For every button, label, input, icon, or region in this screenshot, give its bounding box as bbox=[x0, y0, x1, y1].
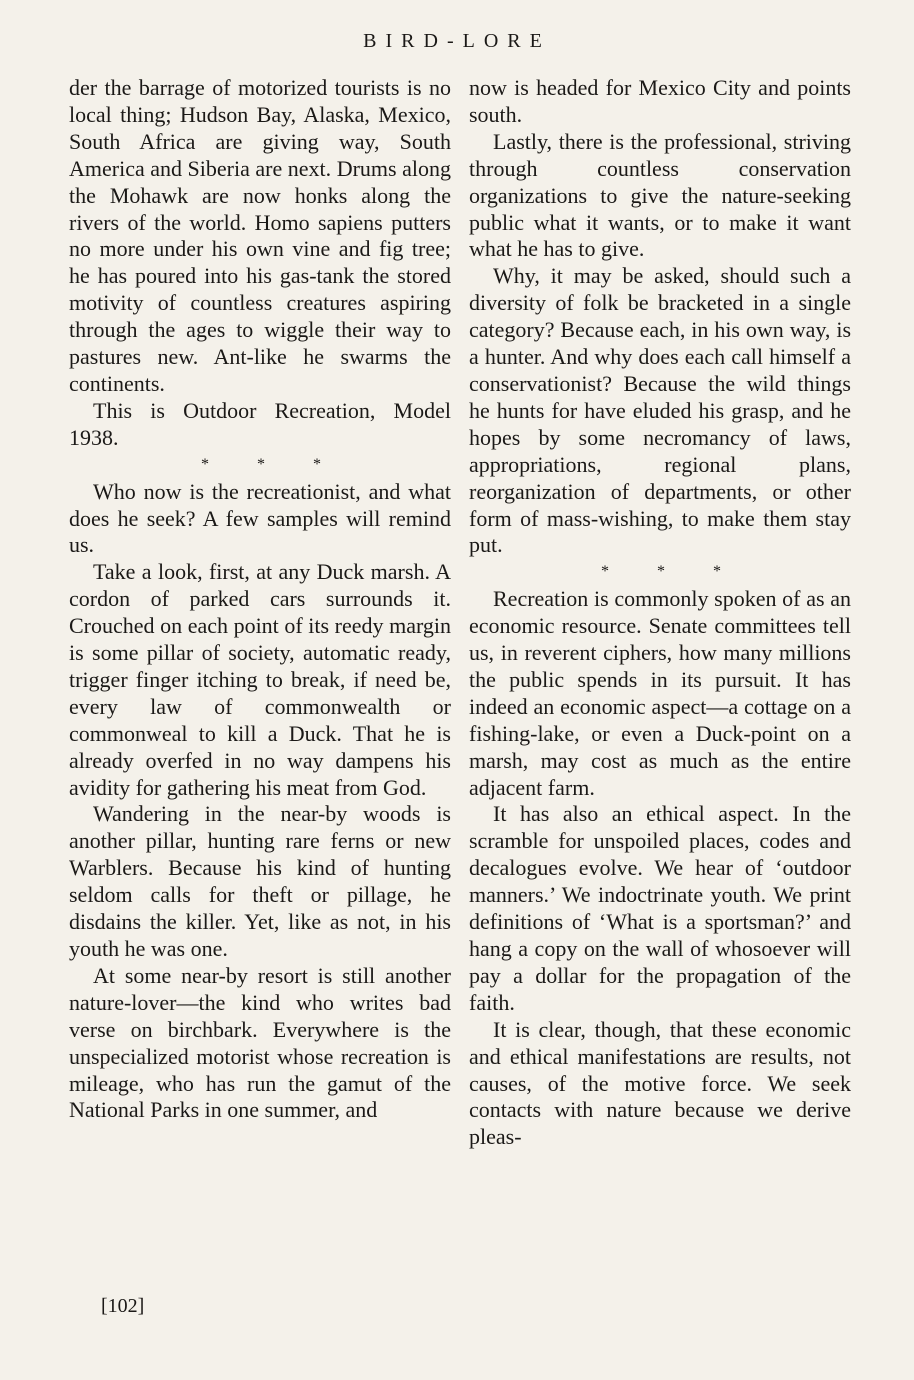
section-separator: * * * bbox=[601, 563, 743, 581]
page-number: [102] bbox=[101, 1295, 145, 1317]
left-column bbox=[69, 75, 451, 1124]
paragraph: Wandering in the near-by woods is another pillar, hunting rare ferns or new Warblers. Because his kind of hunting seldom calls for theft or pillage, he disdains the killer. Yet, like as not, in his youth he was one. bbox=[69, 801, 451, 961]
paragraph: Who now is the recreationist, and what does he seek? A few samples will remind us. bbox=[69, 478, 451, 558]
paragraph: der the barrage of motorized tourists is no local thing; Hudson Bay, Alaska, Mexico, South Africa are giving way, South America and Siberia are next. Drums along the Mohawk are now honks along the rivers of the world. Homo sapiens putters no more under his own vine and fig tree; he has poured into his gas-tank the stored motivity of countless creatures aspiring through the ages to wiggle their way to pastures new. Ant-like he swarms the continents. bbox=[69, 75, 451, 396]
paragraph: Take a look, first, at any Duck marsh. A cordon of parked cars surrounds it. Crouched on each point of its reedy margin is some pillar of society, automatic ready, trigger finger itching to break, if need be, every law of commonwealth or commonweal to kill a Duck. That he is already overfed in no way dampens his avidity for gathering his meat from God. bbox=[69, 559, 451, 800]
paragraph: It is clear, though, that these economic and ethical manifestations are results, not causes, of the motive force. We seek contacts with nature because we derive pleas- bbox=[469, 1016, 851, 1150]
paragraph: now is headed for Mexico City and points south. bbox=[469, 75, 851, 127]
section-separator: * * * bbox=[201, 455, 343, 473]
paragraph: This is Outdoor Recreation, Model 1938. bbox=[69, 397, 451, 450]
paragraph: Lastly, there is the professional, striving through countless conservation organizations to give the nature-seeking public what it wants, or to make it want what he has to give. bbox=[469, 128, 851, 262]
paragraph: Why, it may be asked, should such a diversity of folk be bracketed in a single category? Because each, in his own way, is a hunter. And why does each call himself a conservationist? Because the wild things he hunts for have eluded his grasp, and he hopes by some necromancy of laws, appropriations, regional plans, reorganization of departments, or other form of mass-wishing, to make them stay put. bbox=[469, 263, 851, 558]
paragraph: It has also an ethical aspect. In the scramble for unspoiled places, codes and decalogues evolve. We hear of ‘outdoor manners.’ We indoctrinate youth. We print definitions of ‘What is a sportsman?’ and hang a copy on the wall of whosoever will pay a dollar for the propagation of the faith. bbox=[469, 801, 851, 1015]
paragraph: At some near-by resort is still another nature-lover—the kind who writes bad verse on birchbark. Everywhere is the unspecialized motorist whose recreation is mileage, who has run the gamut of the National Parks in one summer, and bbox=[69, 962, 451, 1123]
running-head: BIRD-LORE bbox=[363, 30, 551, 52]
paragraph: Recreation is commonly spoken of as an economic resource. Senate committees tell us, in reverent ciphers, how many millions the public spends in its pursuit. It has indeed an economic aspect—a cottage on a fishing-lake, or even a Duck-point on a marsh, may cost as much as the entire adjacent farm. bbox=[469, 586, 851, 800]
right-column bbox=[469, 75, 851, 1151]
